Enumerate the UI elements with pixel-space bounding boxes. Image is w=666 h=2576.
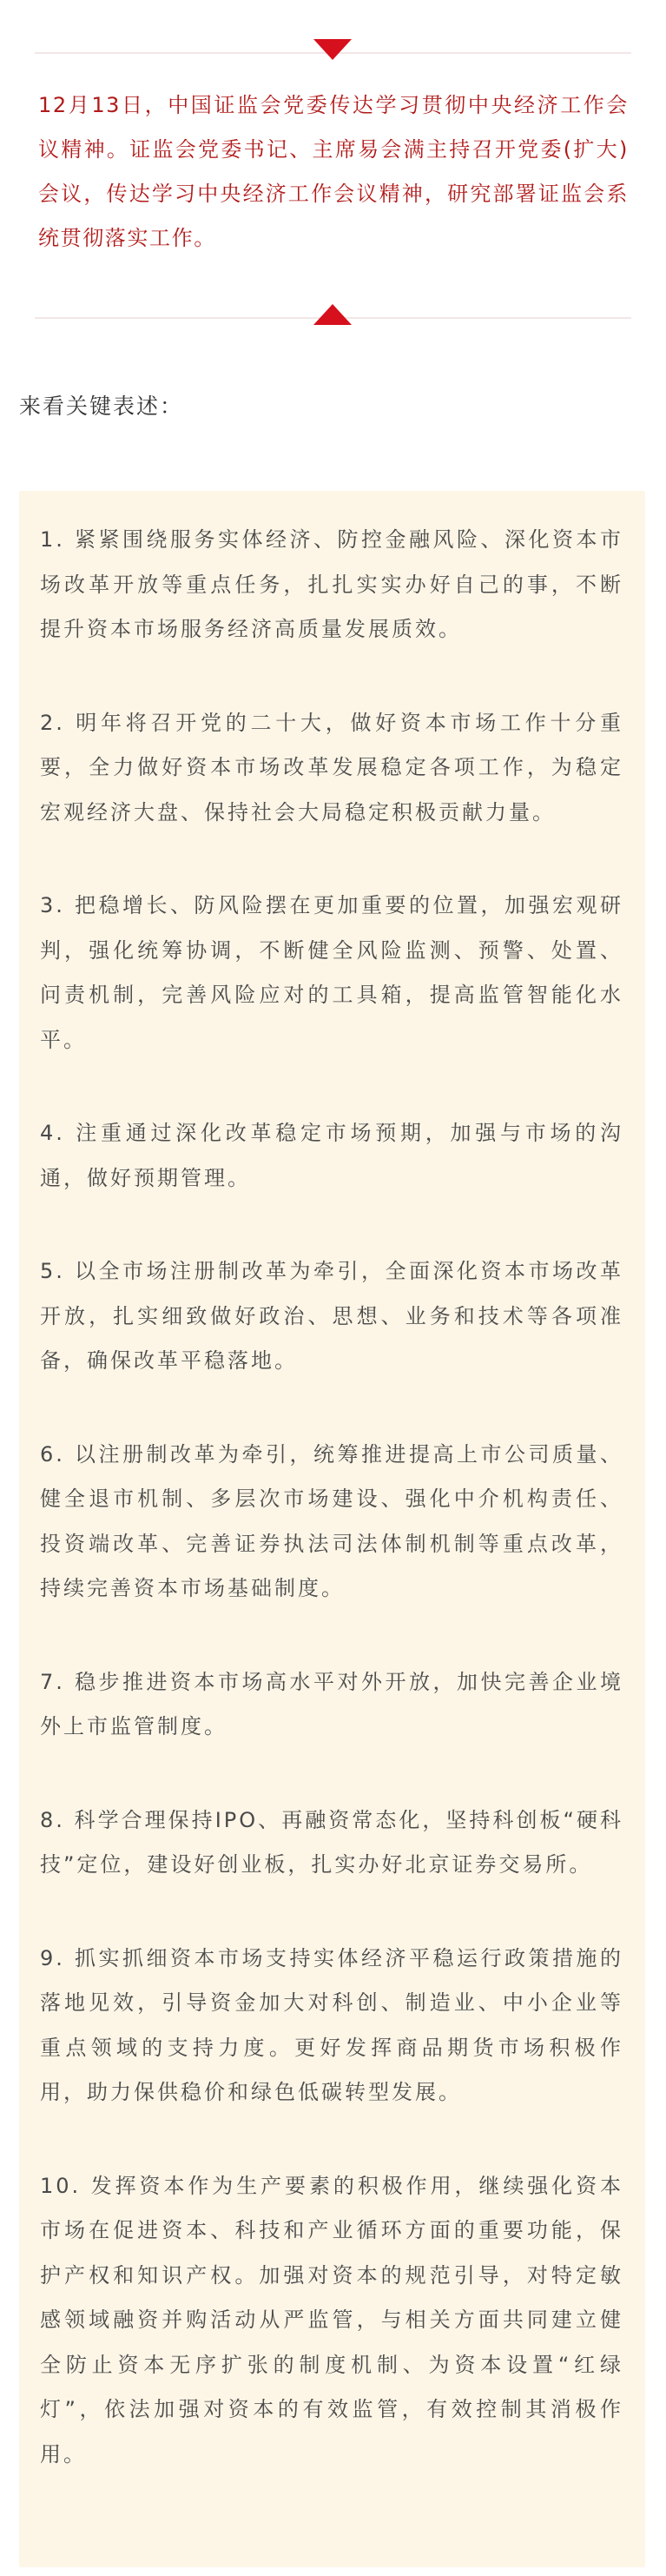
key-point-4: 4. 注重通过深化改革稳定市场预期，加强与市场的沟通，做好预期管理。	[40, 1121, 623, 1190]
key-point-10: 10. 发挥资本作为生产要素的积极作用，继续强化资本市场在促进资本、科技和产业循环方面的重要功能，保护产权和知识产权。加强对资本的规范引导，对特定敏感领域融资并购活动从严监管，与相关方面共同建立健全防止资本无序扩张的制度机制、为资本设置“红绿灯”，依法加强对资本的有效监管，有效控制其消极作用。	[40, 2173, 623, 2467]
key-point-1: 1. 紧紧围绕服务实体经济、防控金融风险、深化资本市场改革开放等重点任务，扎扎实实办好自己的事，不断提升资本市场服务经济高质量发展质效。	[40, 527, 623, 641]
key-points-list	[40, 518, 623, 2526]
key-point-7: 7. 稳步推进资本市场高水平对外开放，加快完善企业境外上市监管制度。	[40, 1669, 623, 1738]
key-point-2: 2. 明年将召开党的二十大，做好资本市场工作十分重要，全力做好资本市场改革发展稳定各项工作，为稳定宏观经济大盘、保持社会大局稳定积极贡献力量。	[40, 710, 623, 824]
key-point-5: 5. 以全市场注册制改革为牵引，全面深化资本市场改革开放，扎实细致做好政治、思想、业务和技术等各项准备，确保改革平稳落地。	[40, 1259, 623, 1373]
triangle-up-icon	[313, 304, 352, 325]
key-point-9: 9. 抓实抓细资本市场支持实体经济平稳运行政策措施的落地见效，引导资金加大对科创、制造业、中小企业等重点领域的支持力度。更好发挥商品期货市场积极作用，助力保供稳价和绿色低碳转型发展。	[40, 1945, 623, 2104]
intro-text: 来看关键表述：	[19, 394, 184, 419]
key-point-8: 8. 科学合理保持IPO、再融资常态化，坚持科创板“硬科技”定位，建设好创业板，扎实办好北京证券交易所。	[40, 1807, 623, 1877]
triangle-down-icon	[313, 39, 352, 60]
key-point-3: 3. 把稳增长、防风险摆在更加重要的位置，加强宏观研判，强化统筹协调，不断健全风险监测、预警、处置、问责机制，完善风险应对的工具箱，提高监管智能化水平。	[40, 893, 623, 1052]
key-point-6: 6. 以注册制改革为牵引，统筹推进提高上市公司质量、健全退市机制、多层次市场建设、强化中介机构责任、投资端改革、完善证券执法司法体制机制等重点改革，持续完善资本市场基础制度。	[40, 1441, 623, 1600]
lead-paragraph: 12月13日，中国证监会党委传达学习贯彻中央经济工作会议精神。证监会党委书记、主席易会满主持召开党委(扩大)会议，传达学习中央经济工作会议精神，研究部署证监会系统贯彻落实工作。	[38, 93, 629, 250]
